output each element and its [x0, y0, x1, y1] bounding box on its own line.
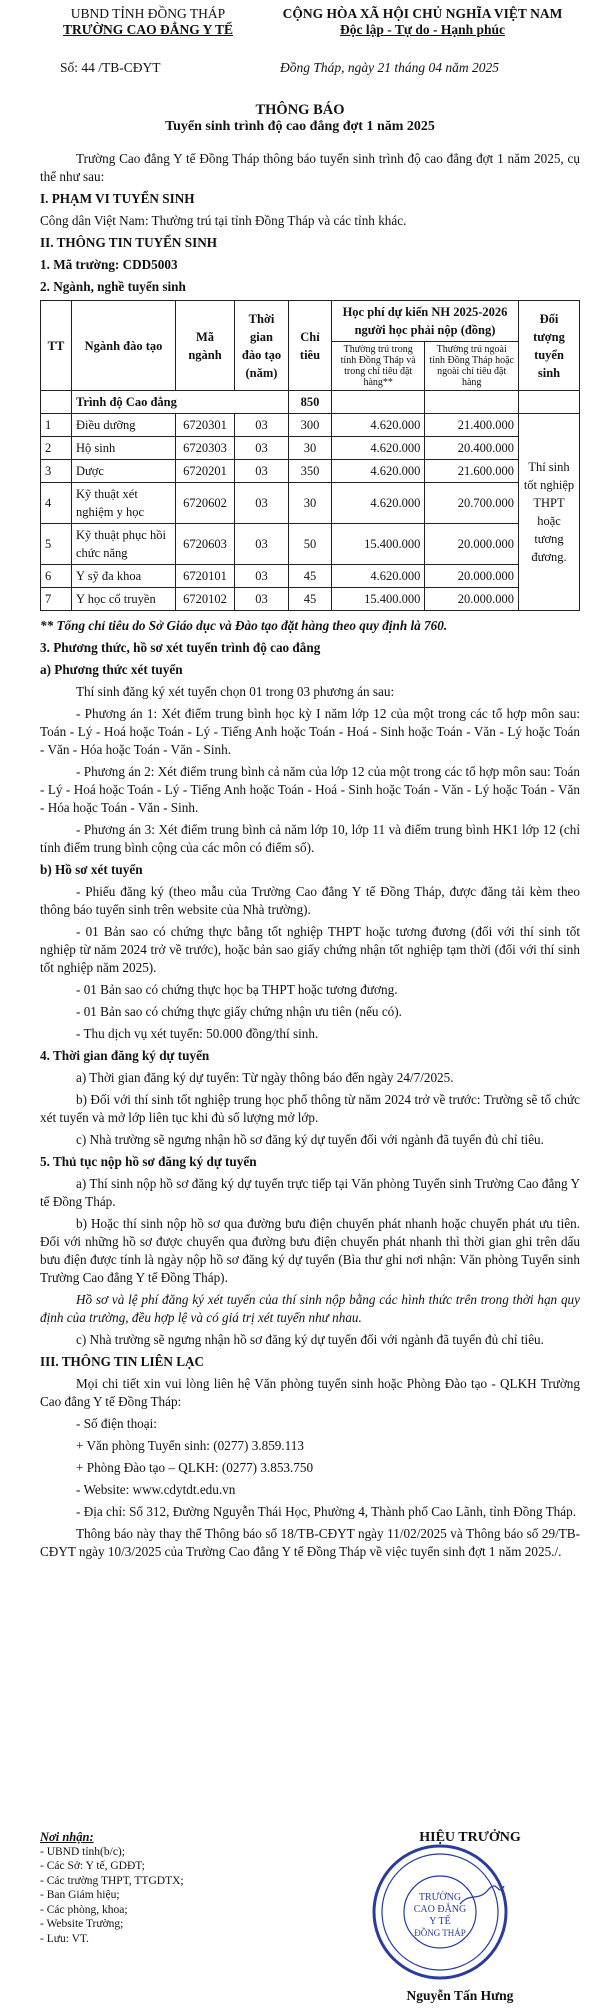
subsection-heading: a) Phương thức xét tuyển	[40, 662, 183, 677]
country-name: CỘNG HÒA XÃ HỘI CHỦ NGHĨA VIỆT NAM	[282, 6, 563, 21]
col-header-major: Ngành đào tạo	[72, 301, 176, 391]
cell-fee-in: 4.620.000	[332, 437, 425, 460]
recipient-item: - Lưu: VT.	[40, 1932, 89, 1945]
national-header	[250, 6, 595, 38]
level-label: Trình độ Cao đẳng	[72, 391, 289, 414]
table-footnote: ** Tổng chỉ tiêu do Sở Giáo dục và Đào tạo đặt hàng theo quy định là 760.	[40, 618, 448, 633]
table-row	[41, 483, 580, 524]
motto: Độc lập - Tự do - Hạnh phúc	[339, 22, 506, 37]
cell-code: 6720301	[176, 414, 235, 437]
cell-fee-out: 21.400.000	[425, 414, 519, 437]
cell-major: Kỹ thuật xét nghiệm y học	[72, 483, 176, 524]
cell-duration: 03	[235, 437, 289, 460]
cell-quota: 300	[289, 414, 332, 437]
issue-date: Đồng Tháp, ngày 21 tháng 04 năm 2025	[280, 60, 499, 75]
recipient-item: - Các trường THPT, TTGDTX;	[40, 1874, 184, 1887]
table-row	[41, 588, 580, 611]
section-heading: 5. Thủ tục nộp hồ sơ đăng ký dự tuyển	[40, 1154, 257, 1169]
cell-quota: 45	[289, 588, 332, 611]
section-heading: II. THÔNG TIN TUYỂN SINH	[40, 235, 217, 250]
cell-code: 6720102	[176, 588, 235, 611]
seal-text-2: CAO ĐẲNG	[413, 1904, 467, 1915]
table-row	[41, 437, 580, 460]
recipient-item: - Website Trường;	[40, 1918, 124, 1930]
cell-target: Thí sinh tốt nghiệp THPT hoặc tương đương.	[519, 414, 580, 611]
paragraph: - Phương án 1: Xét điểm trung bình học kỳ I năm lớp 12 của một trong các tổ hợp môn sau: Toán - Lý - Hoá hoặc Toán - Lý - Tiếng Anh hoặc Toán - Hoá - Sinh hoặc Toán - Văn - Lý hoặc Toán - Văn - Hóa hoặc Toán - Văn - Sinh.	[40, 706, 580, 757]
paragraph: - 01 Bản sao có chứng thực bằng tốt nghiệp THPT hoặc tương đương (đối với thí sinh tốt nghiệp từ năm 2024 trở về trước), hoặc bản sao giấy chứng nhận tốt nghiệp tạm thời (đối với thí sinh tốt nghiệp năm 2025).	[40, 924, 580, 975]
cell-duration: 03	[235, 414, 289, 437]
table-row	[41, 565, 580, 588]
section-heading: 4. Thời gian đăng ký dự tuyển	[40, 1048, 210, 1063]
cell-fee-out: 21.600.000	[425, 460, 519, 483]
cell-fee-in: 4.620.000	[332, 414, 425, 437]
section-heading: 3. Phương thức, hồ sơ xét tuyển trình độ cao đẳng	[40, 640, 321, 655]
cell-tt: 4	[41, 483, 72, 524]
cell-fee-out: 20.700.000	[425, 483, 519, 524]
paragraph: - Phiếu đăng ký (theo mẫu của Trường Cao đẳng Y tế Đồng Tháp, được đăng tải kèm theo thông báo tuyển sinh trên website của Nhà trường).	[40, 884, 580, 917]
col-header-fee: Học phí dự kiến NH 2025-2026 người học phải nộp (đồng)	[332, 301, 519, 342]
cell-fee-in: 15.400.000	[332, 588, 425, 611]
paragraph: b) Đối với thí sinh tốt nghiệp trung học phổ thông từ năm 2024 trở về trước: Trường sẽ tổ chức xét tuyển và mở lớp liên tục khi đủ số lượng mở lớp.	[40, 1092, 580, 1125]
col-header-duration: Thời gian đào tạo (năm)	[235, 301, 289, 391]
table-row	[41, 524, 580, 565]
recipients-heading: Nơi nhận:	[40, 1830, 94, 1844]
cell-major: Dược	[72, 460, 176, 483]
col-header-target: Đối tượng tuyển sinh	[519, 301, 580, 391]
col-header-fee-in: Thường trú trong tỉnh Đồng Tháp và trong chỉ tiêu đặt hàng**	[332, 342, 425, 391]
phone-admissions: + Văn phòng Tuyển sinh: (0277) 3.859.113	[76, 1438, 304, 1453]
paragraph: c) Nhà trường sẽ ngưng nhận hồ sơ đăng ký dự tuyển đối với ngành đã tuyển đủ chỉ tiêu.	[76, 1332, 544, 1347]
cell-fee-in: 15.400.000	[332, 524, 425, 565]
paragraph: - Phương án 2: Xét điểm trung bình cả năm của lớp 12 của một trong các tổ hợp môn sau: Toán - Lý - Hoá hoặc Toán - Lý - Tiếng Anh hoặc Toán - Hoá - Sinh hoặc Toán - Văn - Lý hoặc Toán - Văn - Hóa hoặc Toán - Văn - Sinh.	[40, 764, 580, 815]
section-heading: I. PHẠM VI TUYỂN SINH	[40, 191, 195, 206]
col-header-code: Mã ngành	[176, 301, 235, 391]
cell-duration: 03	[235, 483, 289, 524]
school-name: TRƯỜNG CAO ĐẲNG Y TẾ	[62, 22, 233, 37]
cell-fee-out: 20.000.000	[425, 524, 519, 565]
paragraph: - Phương án 3: Xét điểm trung bình cả năm lớp 10, lớp 11 và điểm trung bình HK1 lớp 12 (chỉ tính điểm trung bình cộng của các môn có điểm số).	[40, 822, 580, 855]
issuer-block	[38, 6, 258, 38]
phone-training: + Phòng Đào tạo – QLKH: (0277) 3.853.750	[76, 1460, 314, 1475]
recipient-item: - Ban Giám hiệu;	[40, 1889, 120, 1901]
seal-text-1: TRƯỜNG	[418, 1892, 462, 1903]
paragraph: Công dân Việt Nam: Thường trú tại tỉnh Đồng Tháp và các tỉnh khác.	[40, 213, 407, 228]
section-heading: III. THÔNG TIN LIÊN LẠC	[40, 1354, 205, 1369]
signer-name: Nguyễn Tấn Hưng	[406, 1988, 514, 2003]
cell-quota: 30	[289, 483, 332, 524]
cell-fee-in: 4.620.000	[332, 460, 425, 483]
cell-fee-out: 20.400.000	[425, 437, 519, 460]
cell-tt: 1	[41, 414, 72, 437]
cell-duration: 03	[235, 588, 289, 611]
phone-label: - Số điện thoại:	[76, 1416, 157, 1431]
cell-quota: 45	[289, 565, 332, 588]
majors-table	[40, 300, 580, 611]
paragraph: - Thu dịch vụ xét tuyển: 50.000 đồng/thí sinh.	[76, 1026, 319, 1041]
cell-code: 6720603	[176, 524, 235, 565]
recipient-item: - Các phòng, khoa;	[40, 1903, 128, 1916]
document-subtitle: Tuyển sinh trình độ cao đẳng đợt 1 năm 2025	[165, 119, 435, 134]
paragraph: - 01 Bản sao có chứng thực học bạ THPT hoặc tương đương.	[76, 982, 398, 997]
agency-name: UBND TỈNH ĐỒNG THÁP	[70, 6, 226, 21]
col-header-quota: Chỉ tiêu	[289, 301, 332, 391]
paragraph: Thí sinh đăng ký xét tuyển chọn 01 trong 03 phương án sau:	[76, 684, 395, 699]
table-row	[41, 460, 580, 483]
paragraph: Hồ sơ và lệ phí đăng ký xét tuyển của thí sinh nộp bằng các hình thức trên trong thời hạn quy định của trường, đều hợp lệ và có giá trị xét tuyển như nhau.	[40, 1292, 580, 1325]
cell-major: Điều dưỡng	[72, 414, 176, 437]
cell-fee-in: 4.620.000	[332, 565, 425, 588]
paragraph: Mọi chi tiết xin vui lòng liên hệ Văn phòng tuyển sinh hoặc Phòng Đào tạo - QLKH Trường Cao đẳng Y tế Đồng Tháp:	[40, 1376, 580, 1409]
cell-tt: 6	[41, 565, 72, 588]
paragraph: b) Hoặc thí sinh nộp hồ sơ qua đường bưu điện chuyển phát nhanh hoặc chuyển phát ưu tiên. Đối với những hồ sơ được chuyển qua đường bưu điện chuyển phát nhanh thì thời gian ghi trên dấu bưu điện được tính là ngày nộp hồ sơ đăng ký dự tuyển (Bìa thư ghi nơi nhận: Văn phòng Tuyển sinh Trường Cao đẳng Y tế Đồng Tháp).	[40, 1216, 580, 1285]
cell-code: 6720303	[176, 437, 235, 460]
recipient-item: - UBND tỉnh(b/c);	[40, 1845, 125, 1858]
cell-duration: 03	[235, 524, 289, 565]
cell-major: Y sỹ đa khoa	[72, 565, 176, 588]
cell-tt: 5	[41, 524, 72, 565]
cell-major: Y học cổ truyền	[72, 588, 176, 611]
cell-quota: 30	[289, 437, 332, 460]
document-title: THÔNG BÁO	[255, 102, 345, 118]
cell-quota: 50	[289, 524, 332, 565]
signer-title: HIỆU TRƯỞNG	[419, 1830, 521, 1845]
cell-fee-in: 4.620.000	[332, 483, 425, 524]
col-header-fee-out: Thường trú ngoài tỉnh Đồng Tháp hoặc ngoài chỉ tiêu đặt hàng	[425, 342, 519, 391]
cell-fee-out: 20.000.000	[425, 588, 519, 611]
cell-duration: 03	[235, 565, 289, 588]
official-seal	[370, 1842, 510, 1982]
paragraph: - 01 Bản sao có chứng thực giấy chứng nhận ưu tiên (nếu có).	[76, 1004, 402, 1019]
closing-paragraph: Thông báo này thay thế Thông báo số 18/TB-CĐYT ngày 11/02/2025 và Thông báo số 29/TB-CĐYT ngày 10/3/2025 của Trường Cao đẳng Y tế Đồng Tháp về việc tuyển sinh đợt 1 năm 2025./.	[40, 1526, 580, 1559]
table-row	[41, 414, 580, 437]
address: - Địa chỉ: Số 312, Đường Nguyễn Thái Học, Phường 4, Thành phố Cao Lãnh, tỉnh Đồng Tháp.	[76, 1504, 577, 1519]
paragraph: a) Thí sinh nộp hồ sơ đăng ký dự tuyển trực tiếp tại Văn phòng Tuyển sinh Trường Cao đẳng Y tế Đồng Tháp.	[40, 1176, 580, 1209]
paragraph: a) Thời gian đăng ký dự tuyển: Từ ngày thông báo đến ngày 24/7/2025.	[76, 1070, 454, 1085]
cell-code: 6720602	[176, 483, 235, 524]
document-body	[40, 150, 580, 1565]
subsection-heading: b) Hồ sơ xét tuyển	[40, 862, 143, 877]
level-total: 850	[289, 391, 332, 414]
cell-major: Kỹ thuật phục hồi chức năng	[72, 524, 176, 565]
subsection-heading: 2. Ngành, nghề tuyển sinh	[40, 279, 186, 294]
school-code: 1. Mã trường: CDD5003	[40, 257, 178, 272]
paragraph: c) Nhà trường sẽ ngưng nhận hồ sơ đăng ký dự tuyển đối với ngành đã tuyển đủ chỉ tiêu.	[76, 1132, 544, 1147]
website: - Website: www.cdytdt.edu.vn	[76, 1482, 236, 1497]
cell-fee-out: 20.000.000	[425, 565, 519, 588]
seal-text-3: Y TẾ	[429, 1916, 451, 1927]
recipient-item: - Các Sở: Y tế, GDĐT;	[40, 1860, 145, 1872]
reference-number: Số: 44 /TB-CĐYT	[60, 60, 161, 75]
cell-tt: 2	[41, 437, 72, 460]
col-header-tt: TT	[41, 301, 72, 391]
intro-paragraph: Trường Cao đẳng Y tế Đồng Tháp thông báo tuyển sinh trình độ cao đẳng đợt 1 năm 2025, cụ thể như sau:	[40, 151, 580, 184]
cell-tt: 3	[41, 460, 72, 483]
seal-text-4: ĐỒNG THÁP	[414, 1928, 466, 1938]
cell-major: Hộ sinh	[72, 437, 176, 460]
cell-tt: 7	[41, 588, 72, 611]
recipients-block	[40, 1830, 270, 1946]
table-row-level	[41, 391, 580, 414]
cell-code: 6720101	[176, 565, 235, 588]
cell-code: 6720201	[176, 460, 235, 483]
cell-duration: 03	[235, 460, 289, 483]
cell-quota: 350	[289, 460, 332, 483]
